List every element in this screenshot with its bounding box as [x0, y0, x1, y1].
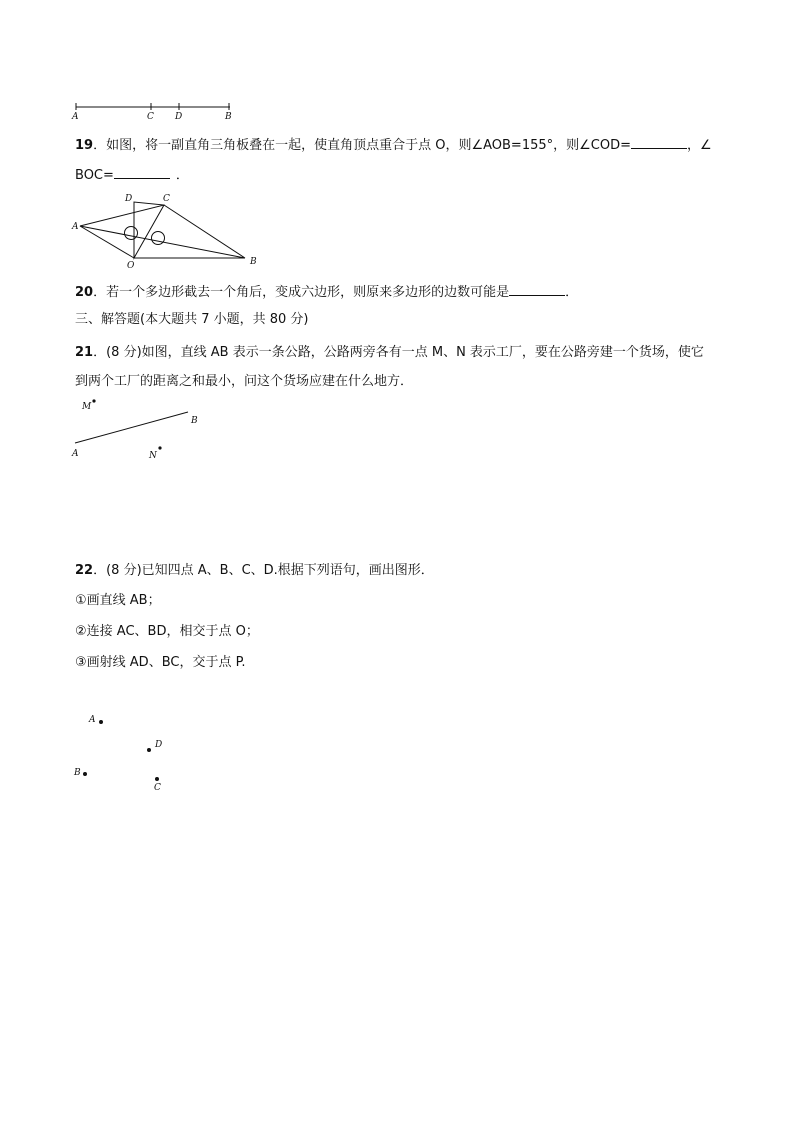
label-m: M	[82, 402, 92, 412]
label-o: O	[127, 261, 135, 271]
question-20-end: ．	[565, 285, 579, 300]
label-d: D	[155, 740, 163, 750]
point-b	[83, 772, 87, 776]
question-20-number: 20	[75, 285, 94, 300]
question-19-number: 19	[75, 138, 94, 153]
label-a: A	[72, 449, 79, 459]
point-c	[155, 777, 159, 781]
question-19-line-1-end: ，∠	[687, 138, 712, 153]
question-20-text: ．若一个多边形截去一个角后，变成六边形，则原来多边形的边数可能是	[93, 285, 510, 300]
label-b: B	[191, 416, 198, 426]
question-19-line-2-end: ．	[175, 168, 189, 183]
label-a: A	[72, 222, 79, 232]
label-d: D	[175, 112, 183, 122]
label-c: C	[163, 194, 170, 204]
question-19-line-2-text: BOC=	[75, 168, 114, 183]
label-c: C	[147, 112, 154, 122]
label-d: D	[125, 194, 133, 204]
label-b: B	[225, 112, 232, 122]
label-a: A	[89, 715, 96, 725]
question-21-number: 21	[75, 345, 94, 360]
question-22-number: 22	[75, 563, 94, 578]
question-22-step-1: ①画直线 AB；	[75, 593, 161, 608]
label-n: N	[149, 451, 157, 461]
question-22-step-3: ③画射线 AD、BC，交于点 P.	[75, 655, 246, 670]
label-c: C	[154, 783, 161, 793]
label-b: B	[250, 257, 257, 267]
question-22-step-2: ②连接 AC、BD，相交于点 O；	[75, 624, 259, 639]
question-21-text: ．(8 分)如图，直线 AB 表示一条公路，公路两旁各有一点 M、N 表示工厂，要在公路旁建一个货场，使它	[93, 345, 704, 360]
question-21-line-2: 到两个工厂的距离之和最小，问这个货场应建在什么地方．	[75, 374, 414, 389]
label-b: B	[74, 768, 81, 778]
point-a	[99, 720, 103, 724]
section-3-title: 三、解答题(本大题共 7 小题，共 80 分)	[75, 312, 309, 327]
question-19-text: ．如图，将一副直角三角板叠在一起，使直角顶点重合于点 O，则∠AOB=155°，则∠COD=	[93, 138, 632, 153]
point-d	[147, 748, 151, 752]
question-22-text: ．(8 分)已知四点 A、B、C、D.根据下列语句，画出图形．	[93, 563, 434, 578]
label-a: A	[72, 112, 79, 122]
